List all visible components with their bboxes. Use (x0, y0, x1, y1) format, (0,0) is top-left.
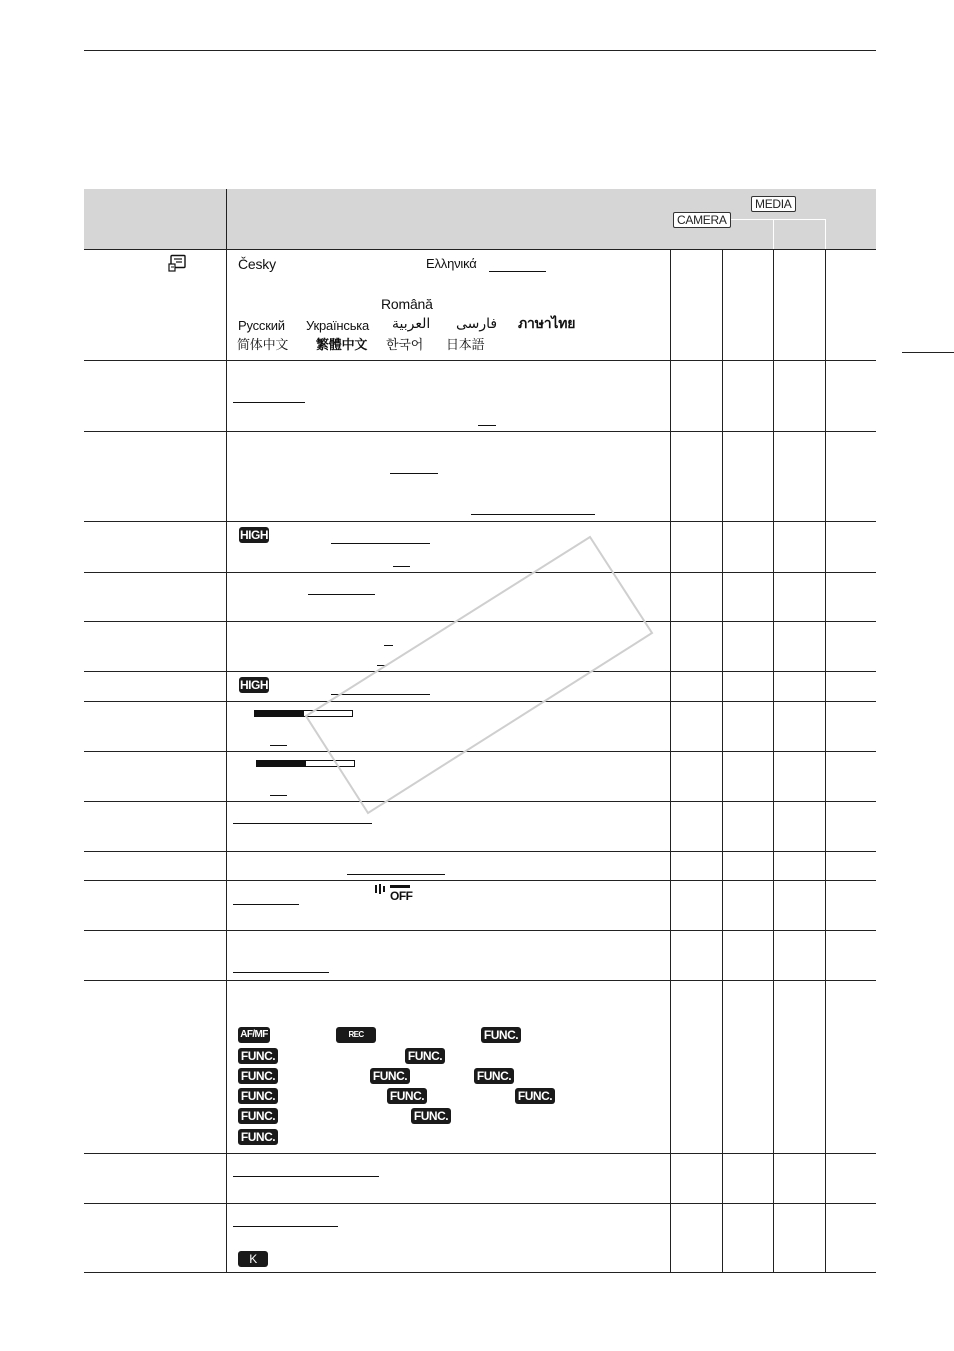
func-icon: FUNC. (238, 1068, 278, 1084)
table-bottom-rule (84, 1272, 876, 1273)
column-divider (670, 249, 671, 1273)
row-divider (84, 621, 876, 622)
lang-korean: 한국어 (386, 337, 424, 352)
lang-arabic: العربية (392, 315, 431, 331)
level-bar-fill (257, 761, 306, 766)
default-underline (233, 402, 305, 403)
lang-ellinika: Ελληνικά (426, 256, 477, 271)
func-icon: FUNC. (411, 1108, 451, 1124)
lang-japanese: 日本語 (446, 337, 485, 352)
func-icon: FUNC. (238, 1048, 278, 1064)
row-divider (84, 751, 876, 752)
default-underline (478, 425, 496, 426)
default-underline (233, 823, 372, 824)
default-underline (331, 694, 430, 695)
row-divider (84, 249, 876, 250)
func-icon: FUNC. (405, 1048, 445, 1064)
media-mode-badge: MEDIA (751, 196, 796, 212)
vibration-off-icon (375, 884, 411, 904)
lang-russian: Русский (238, 318, 285, 333)
high-icon: HIGH (240, 528, 268, 542)
column-divider (773, 249, 774, 1273)
column-divider (722, 249, 723, 1273)
default-underline (489, 271, 546, 272)
row-divider (84, 930, 876, 931)
camera-mode-badge: CAMERA (673, 212, 731, 228)
default-underline (347, 874, 445, 875)
default-underline (384, 645, 393, 646)
media-subcol-divider-1 (773, 219, 774, 249)
lang-thai: ภาษาไทย (518, 315, 576, 331)
func-icon: FUNC. (481, 1027, 521, 1043)
row-divider (84, 701, 876, 702)
row-divider (84, 1203, 876, 1204)
row-divider (84, 851, 876, 852)
lang-traditional-chinese: 繁體中文 (316, 337, 368, 352)
language-icon (168, 254, 188, 274)
high-icon: HIGH (240, 678, 268, 692)
func-icon: FUNC. (238, 1108, 278, 1124)
lang-simplified-chinese: 简体中文 (237, 337, 289, 352)
rec-review-icon: REC REVIEW (336, 1027, 376, 1043)
lang-ukrainian: Українська (306, 318, 370, 333)
level-bar (254, 710, 353, 717)
default-underline (233, 1176, 379, 1177)
default-underline (233, 972, 329, 973)
default-underline (233, 1226, 338, 1227)
default-underline (390, 473, 438, 474)
func-icon: FUNC. (387, 1088, 427, 1104)
top-rule (84, 50, 876, 51)
default-underline (393, 566, 410, 567)
default-underline (471, 514, 595, 515)
default-underline (270, 795, 287, 796)
row-divider (84, 880, 876, 881)
func-icon: FUNC. (238, 1088, 278, 1104)
func-icon: FUNC. (474, 1068, 514, 1084)
default-underline (270, 745, 287, 746)
func-icon: FUNC. (238, 1129, 278, 1145)
column-divider (825, 249, 826, 1273)
default-underline (331, 543, 430, 544)
default-underline (233, 904, 299, 905)
row-divider (84, 521, 876, 522)
af-mf-icon: AF/MF (238, 1027, 270, 1043)
default-underline (308, 594, 375, 595)
row-divider (84, 801, 876, 802)
lang-farsi: فارسی (456, 315, 498, 331)
level-bar (256, 760, 355, 767)
func-icon: FUNC. (370, 1068, 410, 1084)
lang-cesky: Česky (238, 256, 276, 272)
k-icon: K (238, 1251, 268, 1267)
row-divider (84, 1153, 876, 1154)
media-subcol-divider-2 (825, 219, 826, 249)
row-divider (84, 431, 876, 432)
row-divider (84, 980, 876, 981)
vibration-off-label: OFF (390, 889, 413, 903)
column-divider (226, 189, 227, 1273)
func-icon: FUNC. (515, 1088, 555, 1104)
level-bar-fill (255, 711, 304, 716)
lang-romana: Română (381, 296, 433, 312)
row-divider (84, 360, 876, 361)
row-divider (84, 671, 876, 672)
side-tab-mark (902, 352, 954, 353)
row-divider (84, 572, 876, 573)
default-underline (377, 665, 386, 666)
